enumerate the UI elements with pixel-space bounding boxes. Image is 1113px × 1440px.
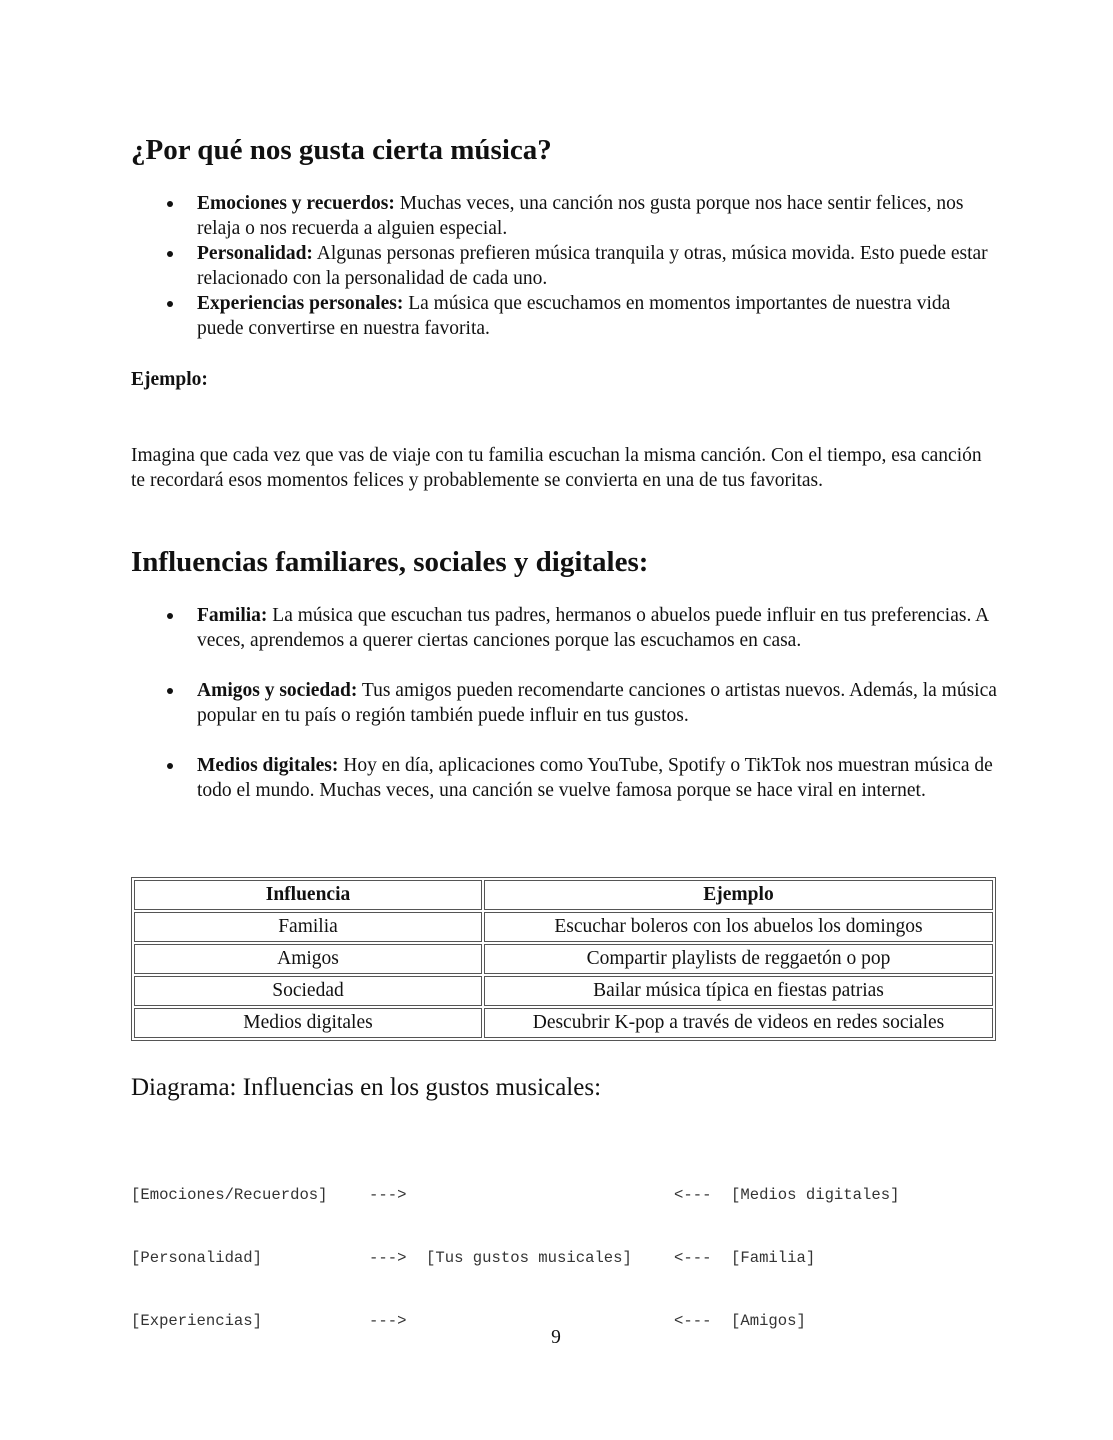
example-label: Ejemplo: — [131, 369, 208, 390]
table-cell-influence: Medios digitales — [134, 1008, 482, 1038]
table-row — [134, 912, 993, 942]
diagram-arrow-left: <--- — [674, 1312, 712, 1330]
diagram-arrow-left: <--- — [674, 1249, 712, 1267]
bullet-icon — [167, 251, 173, 257]
bullet-icon — [167, 301, 173, 307]
diagram-right-node: [Medios digitales] — [731, 1186, 900, 1204]
section-title-why-music: ¿Por qué nos gusta cierta música? — [131, 134, 552, 166]
influences-list — [131, 603, 1001, 828]
table-header-row — [134, 880, 993, 910]
diagram-arrow-right: ---> — [369, 1312, 407, 1330]
term: Emociones y recuerdos: — [197, 193, 395, 214]
list-item-emociones — [131, 191, 1001, 241]
description: Muchas veces, una canción nos gusta porque nos hace sentir felices, nos relaja o nos recuerda a alguien especial. — [197, 193, 964, 239]
diagram-row — [131, 1185, 899, 1206]
diagram-arrow-left: <--- — [674, 1186, 712, 1204]
diagram-arrow-right: ---> — [369, 1186, 407, 1204]
page-number: 9 — [551, 1327, 561, 1348]
bullet-icon — [167, 688, 173, 694]
reasons-list — [131, 191, 1001, 341]
diagram-left-node: [Emociones/Recuerdos] — [131, 1186, 328, 1204]
diagram-title: Diagrama: Influencias en los gustos musicales: — [131, 1074, 602, 1101]
table-cell-influence: Sociedad — [134, 976, 482, 1006]
description: La música que escuchan tus padres, hermanos o abuelos puede influir en tus preferencias. A veces, aprendemos a querer ciertas canciones porque las escuchamos en casa. — [197, 605, 989, 651]
table-cell-example: Escuchar boleros con los abuelos los domingos — [484, 912, 993, 942]
bullet-icon — [167, 613, 173, 619]
term: Experiencias personales: — [197, 293, 404, 314]
list-item-medios-digitales — [131, 753, 1001, 803]
term: Amigos y sociedad: — [197, 680, 358, 701]
table-header-influencia: Influencia — [134, 880, 482, 910]
influences-table — [131, 877, 996, 1041]
table-cell-influence: Familia — [134, 912, 482, 942]
description: Algunas personas prefieren música tranquila y otras, música movida. Esto puede estar relacionado con la personalidad de cada uno. — [197, 243, 988, 289]
section-title-influences: Influencias familiares, sociales y digitales: — [131, 546, 649, 578]
example-paragraph: Imagina que cada vez que vas de viaje con tu familia escuchan la misma canción. Con el tiempo, esa canción te recordará esos momentos felices y probablemente se convierta en una de tus favoritas. — [131, 445, 982, 491]
list-item-experiencias — [131, 291, 1001, 341]
table-header-ejemplo: Ejemplo — [484, 880, 993, 910]
table-cell-example: Bailar música típica en fiestas patrias — [484, 976, 993, 1006]
diagram-right-node: [Familia] — [731, 1249, 816, 1267]
table-cell-example: Compartir playlists de reggaetón o pop — [484, 944, 993, 974]
table-row — [134, 1008, 993, 1038]
diagram-arrow-right: ---> — [369, 1249, 407, 1267]
table-cell-influence: Amigos — [134, 944, 482, 974]
description: Hoy en día, aplicaciones como YouTube, Spotify o TikTok nos muestran música de todo el mundo. Muchas veces, una canción se vuelve famosa porque se hace viral en internet. — [197, 755, 993, 801]
table-row — [134, 944, 993, 974]
list-item-amigos-sociedad — [131, 678, 1001, 728]
diagram-left-node: [Experiencias] — [131, 1312, 263, 1330]
list-item-personalidad — [131, 241, 1001, 291]
description: Tus amigos pueden recomendarte canciones o artistas nuevos. Además, la música popular en tu país o región también puede influir en tus gustos. — [197, 680, 997, 726]
diagram-center-node: [Tus gustos musicales] — [426, 1249, 632, 1267]
diagram-left-node: [Personalidad] — [131, 1249, 263, 1267]
table-row — [134, 976, 993, 1006]
bullet-icon — [167, 201, 173, 207]
term: Medios digitales: — [197, 755, 339, 776]
table-cell-example: Descubrir K-pop a través de videos en redes sociales — [484, 1008, 993, 1038]
diagram-row — [131, 1248, 899, 1269]
term: Familia: — [197, 605, 268, 626]
term: Personalidad: — [197, 243, 313, 264]
bullet-icon — [167, 763, 173, 769]
list-item-familia — [131, 603, 1001, 653]
description: La música que escuchamos en momentos importantes de nuestra vida puede convertirse en nuestra favorita. — [197, 293, 951, 339]
diagram-right-node: [Amigos] — [731, 1312, 806, 1330]
